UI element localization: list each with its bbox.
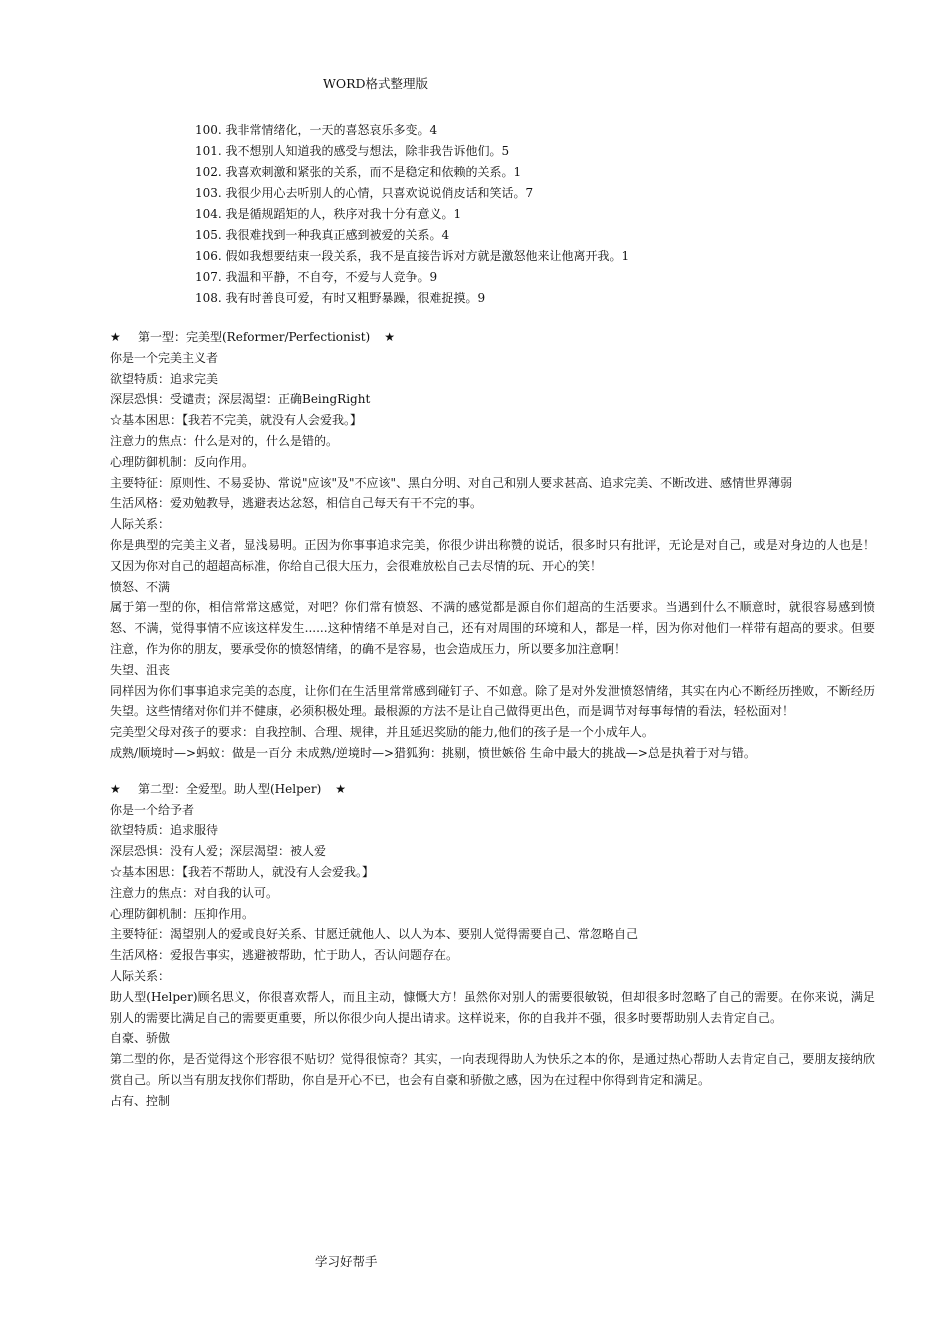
paragraph: 你是一个完美主义者 [110, 350, 219, 365]
section-gap [110, 764, 875, 779]
paragraph: 完美型父母对孩子的要求：自我控制、合理、规律，并且延迟奖励的能力,他们的孩子是一个小成年人。 [110, 725, 654, 740]
star-icon: ★ [384, 330, 395, 344]
paragraph: 占有、控制 [110, 1093, 171, 1108]
paragraph: 第二型的你，是否觉得这个形容很不贴切？觉得很惊奇？其实，一向表现得助人为快乐之本的你，是通过热心帮助人去肯定自己，要朋友接纳欣赏自己。所以当有朋友找你们帮助，你自是开心不已，也会有自豪和骄傲之感，因为在过程中你得到肯定和满足。 [110, 1052, 875, 1087]
paragraph: ☆基本困思：【我若不完美，就没有人会爱我。】 [110, 413, 363, 428]
paragraph: 同样因为你们事事追求完美的态度，让你们在生活里常常感到碰钉子、不如意。除了是对外发泄愤怒情绪，其实在内心不断经历挫败，不断经历失望。这些情绪对你们并不健康，必须积极处理。最根源的方法不是让自己做得更出色，而是调节对每事每情的看法，轻松面对！ [110, 683, 875, 719]
section-title: 第一型：完美型(Reformer/Perfectionist) [138, 330, 371, 344]
list-item: 105. 我很难找到一种我真正感到被爱的关系。4 [195, 228, 450, 242]
section-heading-type2 [110, 779, 875, 800]
question-list [195, 120, 895, 309]
page-header: WORD格式整理版 [323, 76, 429, 91]
list-item: 108. 我有时善良可爱，有时又粗野暴躁，很难捉摸。9 [195, 291, 486, 305]
paragraph: 属于第一型的你，相信常常这感觉，对吧？你们常有愤怒、不满的感觉都是源自你们超高的生活要求。当遇到什么不顺意时，就很容易感到愤怒、不满，觉得事情不应该这样发生......这种情绪不单是对自己，还有对周围的环境和人，都是一样，因为你对他们一样带有超高的要求。但要注意，作为你的朋友，要承受你的愤怒情绪，的确不是容易，也会造成压力，所以要多加注意啊！ [110, 600, 875, 656]
document-body [110, 327, 875, 1111]
paragraph: 深层恐惧：受谴责；深层渴望：正确BeingRight [110, 392, 371, 407]
paragraph: 主要特征：原则性、不易妥协、常说"应该"及"不应该"、黑白分明、对自己和别人要求甚高、追求完美、不断改进、感情世界薄弱 [110, 475, 793, 490]
list-item: 100. 我非常情绪化，一天的喜怒哀乐多变。4 [195, 123, 438, 137]
list-item: 107. 我温和平静，不自夸，不爱与人竞争。9 [195, 270, 438, 284]
section-title: 第二型：全爱型。助人型(Helper) [138, 781, 322, 796]
section-heading-type1 [110, 327, 875, 348]
paragraph: 主要特征：渴望别人的爱或良好关系、甘愿迁就他人、以人为本、要别人觉得需要自己、常忽略自己 [110, 927, 639, 942]
paragraph: 心理防御机制：反向作用。 [110, 454, 255, 469]
paragraph: 欲望特质：追求服待 [110, 823, 219, 838]
paragraph: 深层恐惧：没有人爱；深层渴望：被人爱 [110, 844, 327, 859]
list-item: 106. 假如我想要结束一段关系，我不是直接告诉对方就是激怒他来让他离开我。1 [195, 249, 630, 263]
page-footer: 学习好帮手 [315, 1254, 378, 1269]
paragraph: 助人型(Helper)顾名思义，你很喜欢帮人，而且主动，慷慨大方！虽然你对别人的需要很敏锐，但却很多时忽略了自己的需要。在你来说，满足别人的需要比满足自己的需要更重要，所以你很少向人提出请求。这样说来，你的自我并不强，很多时要帮助别人去肯定自己。 [110, 989, 875, 1025]
paragraph: 心理防御机制：压抑作用。 [110, 906, 255, 921]
paragraph: 人际关系： [110, 517, 171, 532]
star-icon: ★ [110, 781, 121, 796]
paragraph: 你是典型的完美主义者，显浅易明。正因为你事事追求完美，你很少讲出称赞的说话，很多时只有批评，无论是对自己，或是对身边的人也是！又因为你对自己的超超高标准，你给自己很大压力，会很难放松自己去尽情的玩、开心的笑！ [110, 537, 875, 573]
paragraph: 注意力的焦点：什么是对的，什么是错的。 [110, 433, 339, 448]
paragraph: 欲望特质：追求完美 [110, 371, 219, 386]
paragraph: 生活风格：爱报告事实，逃避被帮助，忙于助人，否认问题存在。 [110, 948, 459, 963]
star-icon: ★ [335, 781, 347, 796]
star-icon: ★ [110, 330, 121, 344]
list-item: 102. 我喜欢刺激和紧张的关系，而不是稳定和依赖的关系。1 [195, 165, 522, 179]
paragraph: 你是一个给予者 [110, 802, 195, 817]
paragraph: 愤怒、不满 [110, 579, 171, 594]
paragraph: 自豪、骄傲 [110, 1031, 171, 1046]
list-item: 103. 我很少用心去听别人的心情，只喜欢说说俏皮话和笑话。7 [195, 186, 534, 200]
paragraph: 人际关系： [110, 968, 171, 983]
paragraph: 失望、沮丧 [110, 662, 171, 677]
paragraph: 注意力的焦点：对自我的认可。 [110, 885, 279, 900]
list-item: 101. 我不想别人知道我的感受与想法，除非我告诉他们。5 [195, 144, 510, 158]
paragraph: 生活风格：爱劝勉教导，逃避表达忿怒，相信自己每天有干不完的事。 [110, 496, 483, 511]
paragraph: 成熟/顺境时—>蚂蚁：做是一百分 未成熟/逆境时—>猎狐狗：挑剔，愤世嫉俗 生命中最大的挑战—>总是执着于对与错。 [110, 745, 756, 760]
list-item: 104. 我是循规蹈矩的人，秩序对我十分有意义。1 [195, 207, 462, 221]
paragraph: ☆基本困思：【我若不帮助人，就没有人会爱我。】 [110, 864, 375, 879]
